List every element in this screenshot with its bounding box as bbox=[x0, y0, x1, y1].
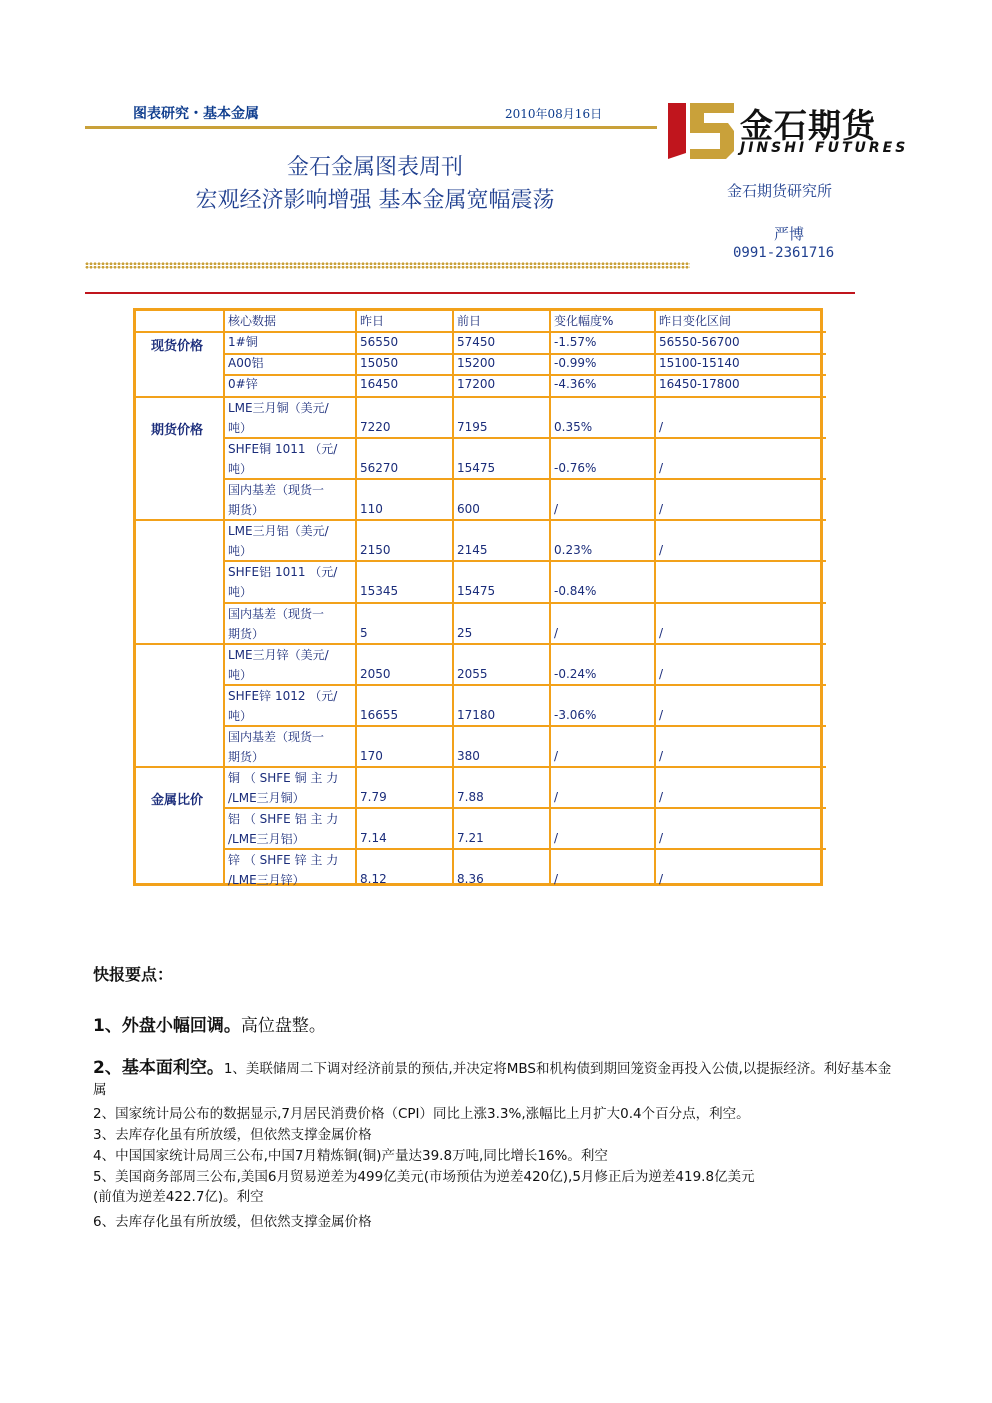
row-prev: 8.36 bbox=[457, 872, 484, 886]
summary-line: 2、国家统计局公布的数据显示,7月居民消费价格（CPI）同比上涨3.3%,涨幅比上月扩大0.4个百分点，利空。 bbox=[93, 1106, 750, 1122]
row-range: / bbox=[659, 790, 664, 804]
logo-name-cn: 金石期货 bbox=[740, 106, 876, 145]
row-range: / bbox=[659, 708, 664, 722]
row-label-line1: 国内基差（现货一 bbox=[228, 607, 325, 621]
row-label bbox=[228, 768, 354, 808]
col-header-change: 变化幅度% bbox=[554, 314, 614, 328]
row-label bbox=[228, 686, 354, 726]
col-header-range: 昨日变化区间 bbox=[659, 314, 732, 328]
header-date: 2010年08月16日 bbox=[505, 107, 603, 121]
row-label bbox=[228, 727, 354, 767]
row-label-line2: 吨） bbox=[228, 462, 253, 476]
category-spot: 现货价格 bbox=[151, 339, 204, 354]
row-label-line2: /LME三月铝） bbox=[228, 832, 305, 846]
category-futures: 期货价格 bbox=[151, 423, 204, 438]
row-prev: 7.88 bbox=[457, 790, 484, 804]
row-label bbox=[228, 521, 354, 561]
row-label bbox=[228, 645, 354, 685]
summary-point-1 bbox=[93, 1011, 326, 1036]
row-label bbox=[228, 398, 354, 438]
summary-line: 3、去库存化虽有所放缓，但依然支撑金属价格 bbox=[93, 1127, 372, 1143]
category-ratio: 金属比价 bbox=[151, 793, 204, 808]
row-label-line1: 国内基差（现货一 bbox=[228, 730, 325, 744]
row-label-line1: LME三月铝（美元/ bbox=[228, 524, 329, 538]
row-change: / bbox=[554, 790, 559, 804]
row-label-line1: 铜 （ SHFE 铜 主 力 bbox=[228, 771, 339, 785]
spot-yesterday: 56550 bbox=[360, 335, 399, 349]
row-prev: 2055 bbox=[457, 667, 488, 681]
row-label-line1: 铝 （ SHFE 铝 主 力 bbox=[228, 812, 339, 826]
author-institute: 金石期货研究所 bbox=[727, 182, 833, 200]
spot-range: 16450-17800 bbox=[659, 377, 740, 391]
row-label-line1: 锌 （ SHFE 锌 主 力 bbox=[228, 853, 339, 867]
row-label-line2: /LME三月锌） bbox=[228, 873, 305, 887]
row-change: 0.35% bbox=[554, 420, 593, 434]
row-change: / bbox=[554, 502, 559, 516]
row-prev: 380 bbox=[457, 749, 480, 763]
row-yesterday: 5 bbox=[360, 626, 368, 640]
row-label bbox=[228, 480, 354, 520]
row-yesterday: 2150 bbox=[360, 543, 391, 557]
row-label-line2: 期货） bbox=[228, 503, 265, 517]
row-prev: 15475 bbox=[457, 584, 496, 598]
row-prev: 15475 bbox=[457, 461, 496, 475]
row-change: -0.76% bbox=[554, 461, 597, 475]
summary-point-2-title: 2、基本面利空。 bbox=[93, 1058, 224, 1078]
row-label-line1: 国内基差（现货一 bbox=[228, 483, 325, 497]
row-yesterday: 7220 bbox=[360, 420, 391, 434]
row-change: / bbox=[554, 749, 559, 763]
row-range: / bbox=[659, 626, 664, 640]
col-header-prev: 前日 bbox=[457, 314, 482, 328]
row-label-line1: LME三月铜（美元/ bbox=[228, 401, 329, 415]
row-yesterday: 56270 bbox=[360, 461, 399, 475]
row-change: -0.24% bbox=[554, 667, 597, 681]
row-label-line2: 期货） bbox=[228, 750, 265, 764]
row-range: / bbox=[659, 872, 664, 886]
red-divider bbox=[85, 292, 855, 294]
summary-point-1-title: 1、外盘小幅回调。 bbox=[93, 1016, 241, 1036]
spot-yesterday: 15050 bbox=[360, 356, 399, 370]
row-label bbox=[228, 604, 354, 644]
row-yesterday: 110 bbox=[360, 502, 383, 516]
row-prev: 7195 bbox=[457, 420, 488, 434]
author-phone: 0991-2361716 bbox=[733, 245, 835, 261]
row-label-line2: 吨） bbox=[228, 544, 253, 558]
row-range: / bbox=[659, 543, 664, 557]
row-change: -0.84% bbox=[554, 584, 597, 598]
row-yesterday: 7.14 bbox=[360, 831, 387, 845]
summary-line: 6、去库存化虽有所放缓，但依然支撑金属价格 bbox=[93, 1214, 372, 1230]
header-rule bbox=[85, 126, 657, 129]
col-header-item: 核心数据 bbox=[228, 314, 277, 328]
row-yesterday: 7.79 bbox=[360, 790, 387, 804]
spot-item: 0#锌 bbox=[228, 377, 258, 391]
spot-change: -1.57% bbox=[554, 335, 597, 349]
row-label-line2: /LME三月铜） bbox=[228, 791, 305, 805]
spot-range: 56550-56700 bbox=[659, 335, 740, 349]
summary-line: (前值为逆差422.7亿)。利空 bbox=[93, 1189, 264, 1205]
row-label bbox=[228, 809, 354, 849]
report-subtitle: 宏观经济影响增强 基本金属宽幅震荡 bbox=[195, 188, 555, 213]
row-label-line2: 吨） bbox=[228, 668, 253, 682]
spot-change: -0.99% bbox=[554, 356, 597, 370]
summary-line: 5、美国商务部周三公布,美国6月贸易逆差为499亿美元(市场预估为逆差420亿),5月修正后为逆差419.8亿美元 bbox=[93, 1169, 755, 1185]
row-change: 0.23% bbox=[554, 543, 593, 557]
row-change: / bbox=[554, 872, 559, 886]
row-prev: 25 bbox=[457, 626, 473, 640]
spot-yesterday: 16450 bbox=[360, 377, 399, 391]
row-label-line2: 吨） bbox=[228, 709, 253, 723]
row-change: -3.06% bbox=[554, 708, 597, 722]
row-range: / bbox=[659, 461, 664, 475]
summary-heading: 快报要点： bbox=[93, 965, 174, 984]
row-label-line1: SHFE铝 1011 （元/ bbox=[228, 565, 338, 579]
row-yesterday: 15345 bbox=[360, 584, 399, 598]
row-prev: 2145 bbox=[457, 543, 488, 557]
row-prev: 7.21 bbox=[457, 831, 484, 845]
row-range: / bbox=[659, 831, 664, 845]
row-yesterday: 170 bbox=[360, 749, 383, 763]
row-yesterday: 8.12 bbox=[360, 872, 387, 886]
spot-prev: 17200 bbox=[457, 377, 496, 391]
summary-line: 4、中国国家统计局周三公布,中国7月精炼铜(铜)产量达39.8万吨,同比增长16%。利空 bbox=[93, 1148, 608, 1164]
row-range: / bbox=[659, 667, 664, 681]
report-title: 金石金属图表周刊 bbox=[286, 155, 463, 180]
row-label-line1: SHFE锌 1012 （元/ bbox=[228, 689, 338, 703]
row-label-line1: LME三月锌（美元/ bbox=[228, 648, 329, 662]
header-section: 图表研究・基本金属 bbox=[133, 106, 259, 122]
row-range: / bbox=[659, 749, 664, 763]
row-yesterday: 2050 bbox=[360, 667, 391, 681]
row-label bbox=[228, 850, 354, 890]
dotted-divider bbox=[85, 262, 690, 269]
row-label-line2: 吨） bbox=[228, 585, 253, 599]
row-prev: 600 bbox=[457, 502, 480, 516]
spot-range: 15100-15140 bbox=[659, 356, 740, 370]
author-name: 严博 bbox=[774, 225, 805, 243]
row-yesterday: 16655 bbox=[360, 708, 399, 722]
row-label-line1: SHFE铜 1011 （元/ bbox=[228, 442, 338, 456]
core-data-table bbox=[133, 308, 823, 886]
spot-prev: 57450 bbox=[457, 335, 496, 349]
spot-change: -4.36% bbox=[554, 377, 597, 391]
row-change: / bbox=[554, 831, 559, 845]
row-label-line2: 吨） bbox=[228, 421, 253, 435]
row-prev: 17180 bbox=[457, 708, 496, 722]
spot-item: 1#铜 bbox=[228, 335, 258, 349]
summary-point-2-text: 1、美联储周二下调对经济前景的预估,并决定将MBS和机构债到期回笼资金再投入公债,以提振经济。利好基本金属 bbox=[93, 1061, 892, 1098]
row-range: / bbox=[659, 420, 664, 434]
logo-name-en: JINSHI FUTURES bbox=[740, 140, 909, 156]
row-change: / bbox=[554, 626, 559, 640]
spot-item: A00铝 bbox=[228, 356, 264, 370]
row-label bbox=[228, 439, 354, 479]
row-label bbox=[228, 562, 354, 602]
row-label-line2: 期货） bbox=[228, 627, 265, 641]
spot-prev: 15200 bbox=[457, 356, 496, 370]
row-range: / bbox=[659, 502, 664, 516]
col-header-yesterday: 昨日 bbox=[360, 314, 385, 328]
summary-point-2 bbox=[93, 1058, 903, 1101]
summary-point-1-text: 高位盘整。 bbox=[240, 1016, 326, 1036]
